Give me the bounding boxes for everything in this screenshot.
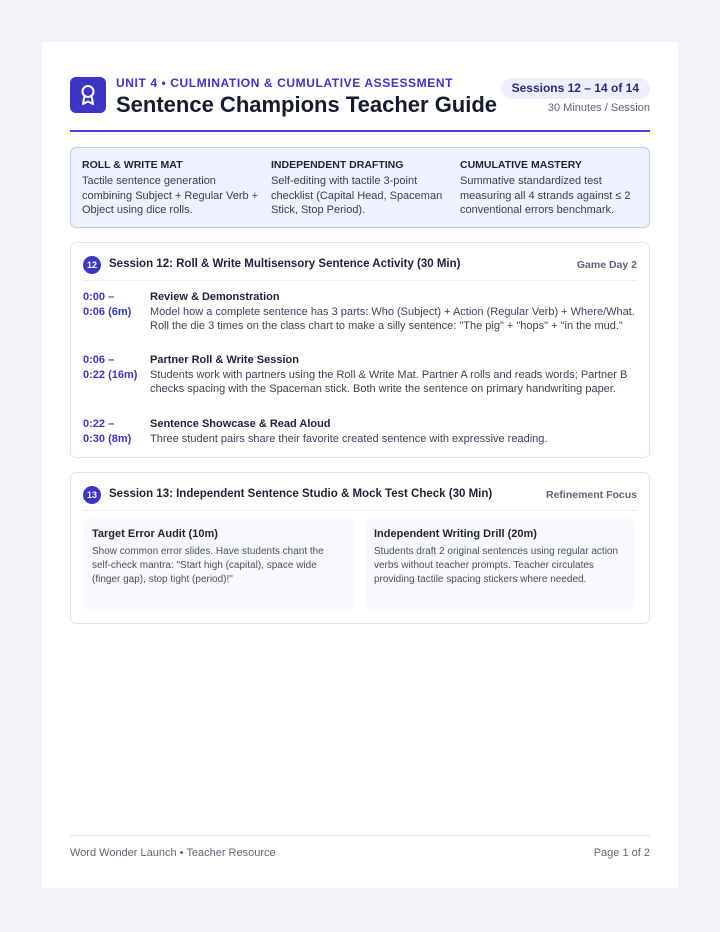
block-title: Independent Writing Drill (20m) — [374, 528, 537, 540]
strand-title: CUMULATIVE MASTERY — [460, 159, 582, 171]
row-time — [83, 353, 147, 382]
session-number-badge: 13 — [83, 486, 101, 504]
strands-panel — [70, 147, 650, 228]
row-description: Students work with partners using the Roll & Write Mat. Partner A rolls and reads words; Partner B checks spacing with the Spaceman stick. Both write the sentence on primary handwriting paper. — [150, 368, 628, 395]
time-start: 0:06 – — [83, 354, 115, 366]
session-duration: 30 Minutes / Session — [547, 102, 650, 114]
block-description: Show common error slides. Have students chant the self-check mantra: "Start high (capital), space wide (finger gap), stop tight (period)!" — [92, 546, 324, 585]
session-tag: Game Day 2 — [576, 259, 637, 271]
row-body — [150, 353, 637, 397]
page-number: Page 1 of 2 — [593, 847, 650, 859]
row-body — [150, 290, 637, 334]
card-divider — [83, 510, 637, 511]
block-title: Target Error Audit (10m) — [92, 528, 218, 540]
card-divider — [83, 280, 637, 281]
unit-label: UNIT 4 • CULMINATION & CUMULATIVE ASSESSMENT — [116, 76, 454, 90]
row-description: Three student pairs share their favorite created sentence with expressive reading. — [150, 432, 548, 445]
activity-block-error-audit — [83, 519, 353, 609]
strand-description: Summative standardized test measuring all 4 strands against ≤ 2 conventional errors benchmark. — [460, 175, 631, 216]
strand-description: Self-editing with tactile 3-point checklist (Capital Head, Spaceman Stick, Stop Period). — [271, 175, 443, 216]
row-title: Partner Roll & Write Session — [150, 354, 299, 366]
time-end: 0:30 (8m) — [83, 432, 132, 445]
strand-cumulative-mastery — [460, 159, 642, 218]
time-start: 0:22 – — [83, 418, 115, 430]
row-time — [83, 417, 147, 446]
row-body — [150, 417, 637, 446]
block-description: Students draft 2 original sentences using regular action verbs without teacher prompts. Teacher circulates providing tactile spacing stickers where needed. — [374, 546, 619, 585]
session-13-card — [70, 472, 650, 624]
session-12-card — [70, 242, 650, 458]
time-end: 0:06 (6m) — [83, 305, 132, 318]
footer-divider — [70, 835, 650, 836]
document-page — [42, 42, 678, 888]
strand-title: INDEPENDENT DRAFTING — [271, 159, 404, 171]
session-13-header — [83, 485, 637, 505]
row-title: Sentence Showcase & Read Aloud — [150, 418, 331, 430]
strand-roll-write — [82, 159, 264, 218]
header-divider — [70, 130, 650, 132]
strand-description: Tactile sentence generation combining Subject + Regular Verb + Object using dice rolls. — [82, 175, 259, 216]
activity-block-writing-drill — [365, 519, 635, 609]
footer-source: Word Wonder Launch • Teacher Resource — [70, 847, 276, 859]
session-tag: Refinement Focus — [545, 489, 637, 501]
row-title: Review & Demonstration — [150, 291, 280, 303]
page-title: Sentence Champions Teacher Guide — [116, 92, 498, 117]
session-12-header — [83, 255, 637, 275]
row-time — [83, 290, 147, 319]
session-number-badge: 12 — [83, 256, 101, 274]
award-ribbon-icon — [70, 77, 106, 113]
page-header — [70, 76, 650, 132]
strand-independent-drafting — [271, 159, 453, 218]
row-description: Model how a complete sentence has 3 parts: Who (Subject) + Action (Regular Verb) + Where/What. Roll the die 3 times on the class chart to make a silly sentence: "The pig" + "hops" + "in the mud." — [150, 305, 635, 332]
time-end: 0:22 (16m) — [83, 368, 138, 381]
sessions-badge: Sessions 12 – 14 of 14 — [501, 78, 650, 99]
time-start: 0:00 – — [83, 291, 115, 303]
strand-title: ROLL & WRITE MAT — [82, 159, 183, 171]
session-title: Session 13: Independent Sentence Studio & Mock Test Check (30 Min) — [109, 488, 493, 500]
session-title: Session 12: Roll & Write Multisensory Sentence Activity (30 Min) — [109, 258, 461, 270]
